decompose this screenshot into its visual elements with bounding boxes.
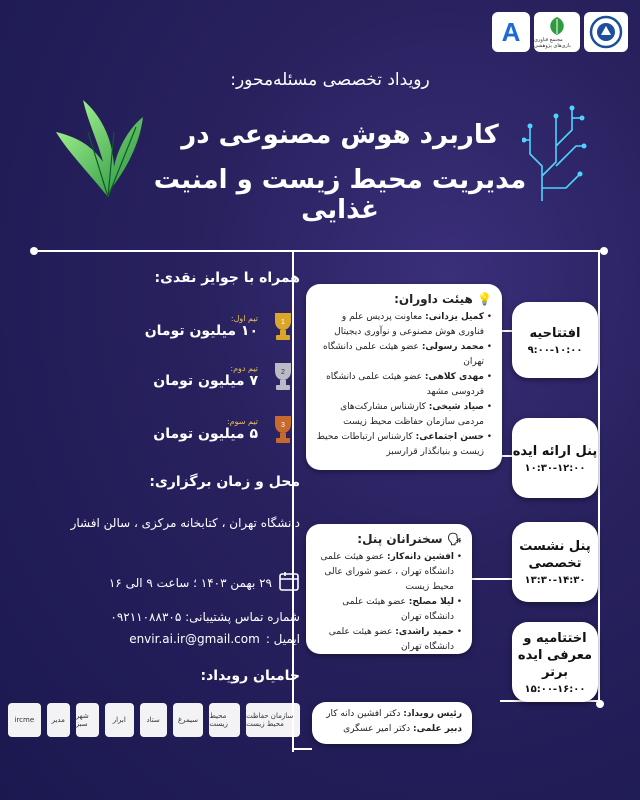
svg-text:1: 1 (281, 319, 285, 326)
list-item: • حمید راشدی: عضو هیئت علمی دانشگاه تهران (316, 625, 462, 655)
organizer-secretary: دبیر علمی: دکتر امیر عسگری (343, 724, 462, 734)
calendar-icon (278, 570, 300, 595)
venue-title: محل و زمان برگزاری: (149, 474, 300, 490)
divider-dot (30, 247, 38, 255)
schedule-name: اختتامیه و معرفی ایده برتر (517, 630, 593, 680)
lightbulb-icon: 💡 (477, 292, 492, 306)
schedule-name: پنل نشست تخصصی (519, 539, 591, 571)
logo-leaf-icon (534, 12, 580, 52)
judges-title: 💡 هیئت داوران: (394, 292, 492, 306)
prize-rank: تیم اول: (230, 313, 258, 323)
list-item: • محمد رسولی: عضو هیئت علمی دانشگاه تهران (316, 340, 492, 370)
prize-amount: ۱۰ میلیون تومان (144, 322, 258, 339)
judges-list (316, 310, 492, 460)
schedule-time: ۱۵:۰۰-۱۶:۰۰ (524, 683, 586, 695)
panel-title: 🗣 سخنرانان پنل: (357, 532, 462, 546)
schedule-item (512, 522, 598, 602)
sponsor-logo: سیمرغ (173, 703, 204, 737)
schedule-time: ۱۰:۳۰-۱۲:۰۰ (524, 462, 586, 474)
prize-amount: ۷ میلیون تومان (153, 372, 258, 389)
timeline-line (598, 252, 600, 704)
svg-text:2: 2 (281, 369, 285, 376)
list-item: • حسن اجتماعی: کارشناس ارتباطات محیط زیست و بنیانگذار قرارسبز (316, 430, 492, 460)
venue-place: دانشگاه تهران ، کتابخانه مرکزی ، سالن افشار (70, 516, 300, 530)
venue-datetime: ۲۹ بهمن ۱۴۰۳ ؛ ساعت ۹ الی ۱۶ (108, 575, 272, 590)
schedule-name: افتتاحیه (529, 325, 581, 341)
connector-line (292, 748, 312, 750)
trophy-silver-icon (266, 357, 300, 395)
list-item: • افشین دانه‌کار: عضو هیئت علمی دانشگاه تهران ، عضو شورای عالی محیط زیست (316, 550, 462, 595)
sponsor-logo: ابرار (105, 703, 134, 737)
support-phone-text: شماره تماس پشتیبانی: ۰۹۲۱۱۰۸۸۳۰۵ (110, 610, 300, 624)
timeline-dot (596, 700, 604, 708)
judges-card (306, 284, 502, 470)
sponsor-logo: ircme (8, 703, 41, 737)
support-phone[interactable] (30, 610, 300, 624)
trophy-gold-icon (266, 307, 300, 345)
schedule-time: ۱۳:۳۰-۱۴:۳۰ (524, 575, 586, 586)
sponsor-logo: شهر سبز (76, 703, 99, 737)
divider-dot (600, 247, 608, 255)
organizers-card (312, 702, 472, 744)
prize-amount: ۵ میلیون تومان (153, 425, 258, 442)
sponsor-logo: ستاد (140, 703, 167, 737)
panel-list (316, 550, 462, 655)
prize-row (40, 352, 300, 400)
event-title-line1: کاربرد هوش مصنوعی در (181, 120, 499, 150)
sponsor-logo: مدیر (47, 703, 70, 737)
schedule-item (512, 418, 598, 498)
header-logos (492, 12, 628, 56)
email-link[interactable]: envir.ai.ir@gmail.com (129, 632, 260, 646)
prize-rank: تیم دوم: (230, 363, 258, 373)
schedule-time: ۹:۰۰-۱۰:۰۰ (527, 344, 583, 356)
prize-row (40, 302, 300, 350)
list-item: • کمیل یزدانی: معاونت پردیس علم و فناوری هوش مصنوعی و نوآوری دیجیتال (316, 310, 492, 340)
prizes-title: همراه با جوایز نقدی: (154, 270, 300, 286)
email-label: ایمیل : (265, 632, 300, 646)
university-logo-icon (584, 12, 628, 52)
circuit-leaf-icon (522, 96, 592, 206)
sponsors-title: حامیان رویداد: (200, 668, 300, 684)
venue-datetime-row (30, 570, 300, 595)
prize-row (40, 405, 300, 453)
speaker-icon: 🗣 (446, 532, 462, 546)
schedule-item (512, 302, 598, 378)
event-title-line2: مدیریت محیط زیست و امنیت غذایی (153, 165, 527, 225)
list-item: • صیاد شیخی: کارشناس مشارکت‌های مردمی سازمان حفاظت محیط زیست (316, 400, 492, 430)
sponsor-logo: محیط زیست (209, 703, 240, 737)
prize-rank: تیم سوم: (227, 416, 258, 426)
event-subtitle: رویداد تخصصی مسئله‌محور: (230, 70, 430, 90)
trophy-bronze-icon (266, 410, 300, 448)
list-item: • لیلا مصلح: عضو هیئت علمی دانشگاه تهران (316, 595, 462, 625)
organizer-president: رئیس رویداد: دکتر افشین دانه کار (326, 709, 462, 719)
svg-text:3: 3 (281, 422, 285, 429)
logo-a-icon: A (492, 12, 530, 52)
panel-card (306, 524, 472, 654)
list-item: • مهدی کلاهی: عضو هیئت علمی دانشگاه فردوسی مشهد (316, 370, 492, 400)
schedule-name: پنل ارائه ایده (512, 443, 598, 459)
schedule-item (512, 622, 598, 702)
email-row (30, 632, 300, 646)
leaf-icon (48, 92, 148, 202)
logo-leaf-caption: مجتمع فناوری بازی‌های پژوهشی (534, 37, 571, 49)
divider-line (32, 250, 604, 252)
sponsor-logo: سازمان حفاظت محیط زیست (246, 703, 300, 737)
sponsors-logos (8, 700, 300, 740)
